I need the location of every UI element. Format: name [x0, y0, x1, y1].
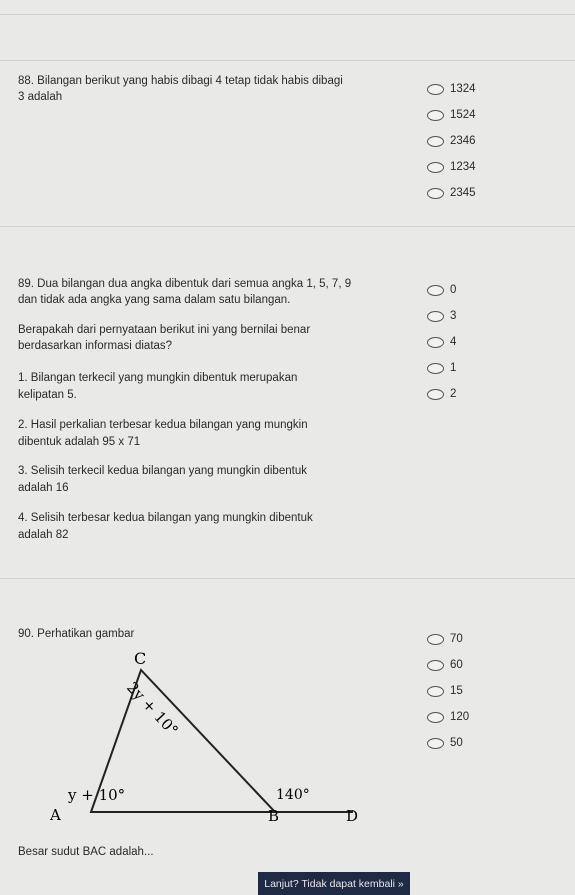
triangle-figure	[28, 640, 388, 850]
statement-1: 1. Bilangan terkecil yang mungkin dibentuk merupakan kelipatan 5.	[18, 372, 298, 401]
radio-icon[interactable]	[427, 363, 444, 374]
question-89-text-line1: 89. Dua bilangan dua angka dibentuk dari semua angka 1, 5, 7, 9	[18, 278, 352, 290]
question-88	[18, 73, 343, 105]
option-89-a[interactable]: 0	[427, 277, 456, 303]
question-88-options	[427, 76, 476, 206]
option-88-b[interactable]: 1524	[427, 102, 476, 128]
radio-icon[interactable]	[427, 389, 444, 400]
question-90-options	[427, 626, 469, 756]
option-90-b[interactable]: 60	[427, 652, 469, 678]
option-88-d[interactable]: 1234	[427, 154, 476, 180]
radio-icon[interactable]	[427, 634, 444, 645]
option-88-c[interactable]: 2346	[427, 128, 476, 154]
statement-2: 2. Hasil perkalian terbesar kedua bilangan yang mungkin dibentuk adalah 95 x 71	[18, 419, 308, 448]
option-90-d[interactable]: 120	[427, 704, 469, 730]
angle-c-label: 2y + 10°	[123, 678, 182, 740]
next-button[interactable]: Lanjut? Tidak dapat kembali »	[258, 872, 410, 895]
option-89-c[interactable]: 4	[427, 329, 456, 355]
option-89-b[interactable]: 3	[427, 303, 456, 329]
radio-icon[interactable]	[427, 110, 444, 121]
statement-4: 4. Selisih terbesar kedua bilangan yang mungkin dibentuk adalah 82	[18, 512, 313, 541]
angle-a-label: y + 10°	[68, 786, 126, 804]
option-90-e[interactable]: 50	[427, 730, 469, 756]
label-d: D	[346, 807, 359, 825]
question-89-ask: Berapakah dari pernyataan berikut ini yang bernilai benar berdasarkan informasi diatas?	[18, 324, 311, 352]
radio-icon[interactable]	[427, 712, 444, 723]
question-89	[18, 276, 351, 308]
radio-icon[interactable]	[427, 162, 444, 173]
option-88-a[interactable]: 1324	[427, 76, 476, 102]
statement-3: 3. Selisih terkecil kedua bilangan yang mungkin dibentuk adalah 16	[18, 465, 307, 494]
angle-ext-label: 140°	[276, 787, 310, 803]
option-90-a[interactable]: 70	[427, 626, 469, 652]
radio-icon[interactable]	[427, 188, 444, 199]
question-89-text-line2: dan tidak ada angka yang sama dalam satu bilangan.	[18, 294, 291, 306]
question-88-text-line1: 88. Bilangan berikut yang habis dibagi 4 tetap tidak habis dibagi	[18, 75, 343, 87]
option-90-c[interactable]: 15	[427, 678, 469, 704]
label-b: B	[268, 807, 280, 825]
radio-icon[interactable]	[427, 285, 444, 296]
radio-icon[interactable]	[427, 686, 444, 697]
radio-icon[interactable]	[427, 660, 444, 671]
question-88-text-line2: 3 adalah	[18, 91, 63, 103]
option-88-e[interactable]: 2345	[427, 180, 476, 206]
question-90-text: 90. Perhatikan gambar	[18, 628, 135, 640]
question-90-ask: Besar sudut BAC adalah...	[18, 846, 154, 858]
radio-icon[interactable]	[427, 136, 444, 147]
question-89-options	[427, 277, 456, 407]
label-a: A	[50, 806, 61, 824]
label-c: C	[134, 649, 147, 668]
option-89-e[interactable]: 2	[427, 381, 456, 407]
radio-icon[interactable]	[427, 337, 444, 348]
option-89-d[interactable]: 1	[427, 355, 456, 381]
radio-icon[interactable]	[427, 738, 444, 749]
radio-icon[interactable]	[427, 84, 444, 95]
radio-icon[interactable]	[427, 311, 444, 322]
